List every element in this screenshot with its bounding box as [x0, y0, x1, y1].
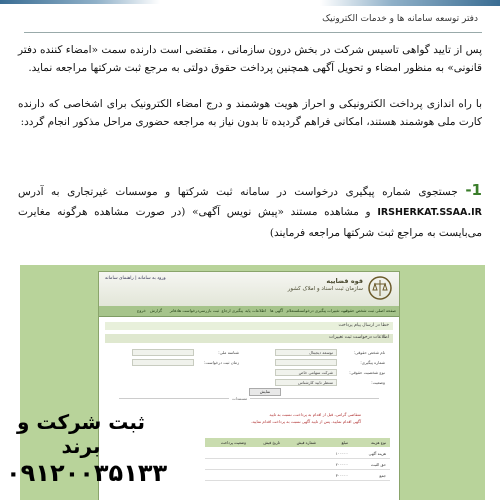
portal-toplinks[interactable]: ورود به سامانه | راهنمای سامانه [105, 276, 166, 281]
table-cell: حق الثبت [371, 462, 386, 467]
nav-item-7[interactable]: پیگیری ارجاع [221, 308, 243, 313]
table-cell: ۳۰۰۰۰۰ [335, 473, 348, 478]
portal-logo-subtitle: سازمان ثبت اسناد و املاک کشور [287, 286, 363, 292]
portal-logo-text [288, 277, 363, 293]
step-1 [18, 180, 482, 243]
form-label-2: نوع شخصیت حقوقی: [349, 370, 385, 375]
banner-stripe-left [0, 0, 160, 4]
portal-navbar [99, 306, 399, 317]
table-header [205, 438, 390, 447]
table-row [205, 470, 390, 481]
nav-item-2[interactable]: ثبت تغییرات [326, 308, 347, 313]
paragraph-2: با راه اندازی پرداخت الکترونیکی و احراز هویت هوشمند و درج امضاء الکترونیک برای اشخاصی که دارنده کارت ملی هوشمند هستند، امکانی فراهم گردیده تا بدون نیاز به مراجعه حضوری مراحل مذکور انجام گردد: [18, 98, 482, 128]
message-strip-text: خطا در ارسال پیام پرداخت [338, 323, 389, 328]
nav-item-5[interactable]: آگهی ها [270, 308, 283, 313]
header-rule [24, 32, 482, 33]
step-text-before: جستجوی شماره پیگیری درخواست در سامانه ثبت شرکتها و موسسات غیرتجاری به آدرس [18, 186, 458, 198]
form-left-label-0: شناسه ملی: [218, 350, 239, 355]
table-header-cell: وضعیت پرداخت [221, 440, 246, 445]
step-text-after: و مشاهده مستند «پیش نویس آگهی» (در صورت مشاهده هرگونه مغایرت می‌بایست به مراجع ثبت شرکتها مراجعه فرمایند) [18, 206, 482, 239]
table-header-cell: نوع هزینه [371, 440, 386, 445]
form-label-3: وضعیت: [371, 380, 385, 385]
table-cell: هزینه آگهی [368, 451, 386, 456]
nav-item-1[interactable]: ثبت شخص حقوقی [342, 308, 374, 313]
nav-item-11[interactable]: گزارش [149, 308, 162, 313]
section-title: مستندات [229, 396, 250, 401]
nav-item-6[interactable]: اطلاعات پایه [245, 308, 266, 313]
banner-stripe-right [320, 0, 500, 6]
top-banner [0, 0, 500, 36]
emblem-icon [367, 275, 393, 301]
step-url-link[interactable]: IRSHERKAT.SSAA.IR [377, 207, 482, 218]
table-row [205, 448, 390, 459]
form-label-0: نام شخص حقوقی: [353, 350, 385, 355]
nav-item-3[interactable]: پیگیری درخواست [297, 308, 326, 313]
form-left-field-1 [132, 359, 194, 366]
payment-table [205, 438, 390, 490]
form-left-field-0 [132, 349, 194, 356]
table-header-cell: شماره فیش [296, 440, 316, 445]
form-label-1: شماره پیگیری: [360, 360, 385, 365]
nav-item-8[interactable]: ثبت بازرسی [198, 308, 219, 313]
panel-title: اطلاعات درخواست ثبت تغییرات [329, 335, 389, 340]
contact-watermark [6, 410, 168, 488]
form-field-1 [275, 359, 337, 366]
step-number: 1- [465, 181, 482, 199]
portal-logo-title: قوه قضاییه [326, 277, 363, 285]
table-cell: ۲۰۰۰۰۰ [335, 462, 348, 467]
table-cell: جمع [379, 473, 386, 478]
watermark-phone: ۰۹۱۲۰۰۳۵۱۳۳ [6, 459, 168, 487]
form-value-3: منتظر تایید کارشناس [297, 380, 333, 385]
paragraph-1: پس از تایید گواهی تاسیس شرکت در بخش درون سازمانی ، مقتضی است دارنده سمت «امضاء کننده دفتر قانونی» به منظور امضاء و تحویل آگهی همچنین پرداخت حقوق دولتی به مرجع ثبت شرکتها مراجعه نماید. [18, 44, 482, 74]
watermark-brand: ثبت شرکت و برند [16, 410, 146, 458]
portal-header [99, 272, 399, 307]
warning-line-2: آگهی اقدام نمایید. پس از تایید آگهی نسبت به پرداخت اقدام نمایید. [250, 418, 361, 424]
warning-note [211, 412, 361, 436]
form-value-0: توسعه دیجیتال [309, 350, 333, 355]
table-cell: ۱۰۰۰۰۰ [335, 451, 348, 456]
form-value-2: شرکت سهامی خاص [298, 370, 333, 375]
show-button[interactable]: نمایش [249, 388, 281, 396]
header-title: دفتر توسعه سامانه ها و خدمات الکترونیک [322, 14, 478, 24]
form-left-label-1: زمان ثبت درخواست: [203, 360, 239, 365]
table-header-cell: تاریخ فیش [263, 440, 280, 445]
nav-item-12[interactable]: خروج [136, 308, 146, 313]
nav-item-4[interactable]: استعلام [286, 308, 299, 313]
nav-item-0[interactable]: صفحه اصلی [375, 308, 396, 313]
table-row [205, 459, 390, 470]
nav-item-10[interactable]: دفاتر [169, 308, 178, 313]
warning-line-1: متقاضی گرامی، قبل از اقدام به پرداخت، نسبت به تایید [269, 412, 361, 417]
nav-item-9[interactable]: درخواست ها [177, 308, 199, 313]
table-header-cell: مبلغ [341, 440, 348, 445]
